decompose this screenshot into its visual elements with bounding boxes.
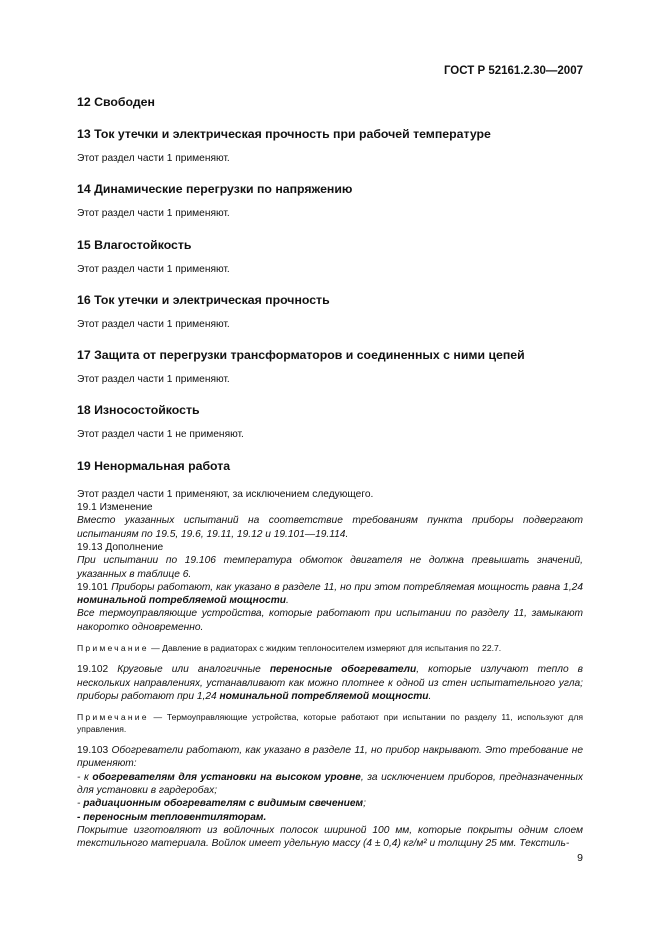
section-14-title: 14 Динамические перегрузки по напряжению: [77, 182, 353, 197]
document-id: ГОСТ Р 52161.2.30—2007: [443, 65, 583, 77]
section-17-title: 17 Защита от перегрузки трансформаторов и соединенных с ними цепей: [77, 348, 525, 363]
page-number: 9: [577, 852, 583, 864]
clause-19-102-term-2: номинальной потребляемой мощности: [219, 691, 429, 703]
section-19-title: 19 Ненормальная работа: [77, 458, 231, 473]
list-item-1: [77, 771, 583, 798]
section-17-body: Этот раздел части 1 применяют.: [77, 374, 230, 386]
section-18-body: Этот раздел части 1 не применяют.: [77, 429, 244, 441]
clause-19-102-term-1: переносные обогреватели: [269, 664, 417, 676]
clause-19-103-number: 19.103: [77, 745, 109, 757]
clause-19-103-text: Обогреватели работают, как указано в разделе 11, но прибор накрывают. Это требование не применяют:: [77, 745, 583, 770]
section-15-body: Этот раздел части 1 применяют.: [77, 263, 230, 275]
clause-19-13-text: При испытании по 19.106 температура обмоток двигателя не должна превышать значений, указанных в таблице 6.: [77, 555, 583, 580]
clause-19-102-text-e: .: [428, 691, 432, 703]
clause-19-13-heading: 19.13 Дополнение: [77, 541, 164, 553]
section-16-title: 16 Ток утечки и электрическая прочность: [77, 292, 330, 307]
note-2-label: Примечание: [77, 712, 149, 723]
list-item-3-prefix: -: [77, 811, 81, 823]
section-12-title: 12 Свободен: [77, 95, 155, 109]
clause-19-102-text-c: , которые излучают тепло в нескольких направлениях, устанавливают как можно плотнее к одной из стен испытательного угла; приборы работают при 1,24: [77, 664, 583, 703]
clause-19-103: [77, 744, 583, 771]
section-19-intro: Этот раздел части 1 применяют, за исключением следующего.: [77, 488, 374, 500]
list-item-1-prefix: - к: [77, 771, 89, 783]
clause-19-102-text-a: Круговые или аналогичные: [117, 664, 261, 676]
section-15-title: 15 Влагостойкость: [77, 237, 192, 252]
document-body: [77, 94, 583, 851]
note-1-label: Примечание: [77, 643, 149, 654]
clause-19-101-number: 19.101: [77, 581, 109, 593]
clause-19-1-heading: 19.1 Изменение: [77, 502, 153, 514]
list-item-3-term: переносным тепловентиляторам: [83, 811, 264, 823]
note-2-text: — Термоуправляющие устройства, которые работают при испытании по разделу 11, используют для управления.: [77, 712, 583, 734]
section-13-title: 13 Ток утечки и электрическая прочность при рабочей температуре: [77, 127, 491, 141]
note-1: [77, 643, 583, 654]
clause-19-101: [77, 581, 583, 608]
section-13-body: Этот раздел части 1 применяют.: [77, 153, 230, 164]
section-14-body: Этот раздел части 1 применяют.: [77, 208, 230, 220]
list-item-2: [77, 797, 583, 810]
note-1-text: — Давление в радиаторах с жидким теплоносителем измеряют для испытания по 22.7.: [148, 643, 502, 654]
list-item-2-term: радиационным обогревателям с видимым свечением: [83, 798, 364, 810]
list-item-3-text: .: [263, 811, 267, 823]
section-18-title: 18 Износостойкость: [77, 403, 200, 418]
clause-19-101-term: номинальной потребляемой мощности: [77, 595, 287, 607]
clause-19-101-text-c: .: [286, 595, 289, 607]
clause-19-101-text-2: Все термоуправляющие устройства, которые работают при испытании по разделу 11, замыкают накоротко одновременно.: [77, 608, 583, 633]
list-item-1-term: обогревателям для установки на высоком уровне: [92, 771, 361, 783]
clause-19-102: [77, 663, 583, 703]
note-2: [77, 712, 583, 735]
list-item-1-text: , за исключением приборов, предназначенных для установки в гардеробах;: [77, 771, 583, 797]
clause-19-1-text: Вместо указанных испытаний на соответствие требованиям пункта приборы подвергают испытаниям по 19.5, 19.6, 19.11, 19.12 и 19.101—19.114.: [77, 515, 583, 540]
clause-19-101-text-a: Приборы работают, как указано в разделе 11, но при этом потребляемая мощность равна 1,24: [111, 581, 583, 593]
list-item-2-prefix: -: [77, 798, 81, 810]
list-item-3: [77, 811, 583, 824]
section-16-body: Этот раздел части 1 применяют.: [77, 318, 230, 330]
clause-19-103-cover-text: Покрытие изготовляют из войлочных полосок шириной 100 мм, которые покрыты одним слоем текстильного материала. Войлок имеет удельную массу (4 ± 0,4) кг/м² и толщину 25 мм. Текстиль-: [77, 824, 583, 850]
clause-19-102-number: 19.102: [77, 664, 109, 676]
list-item-2-text: ;: [363, 798, 366, 810]
